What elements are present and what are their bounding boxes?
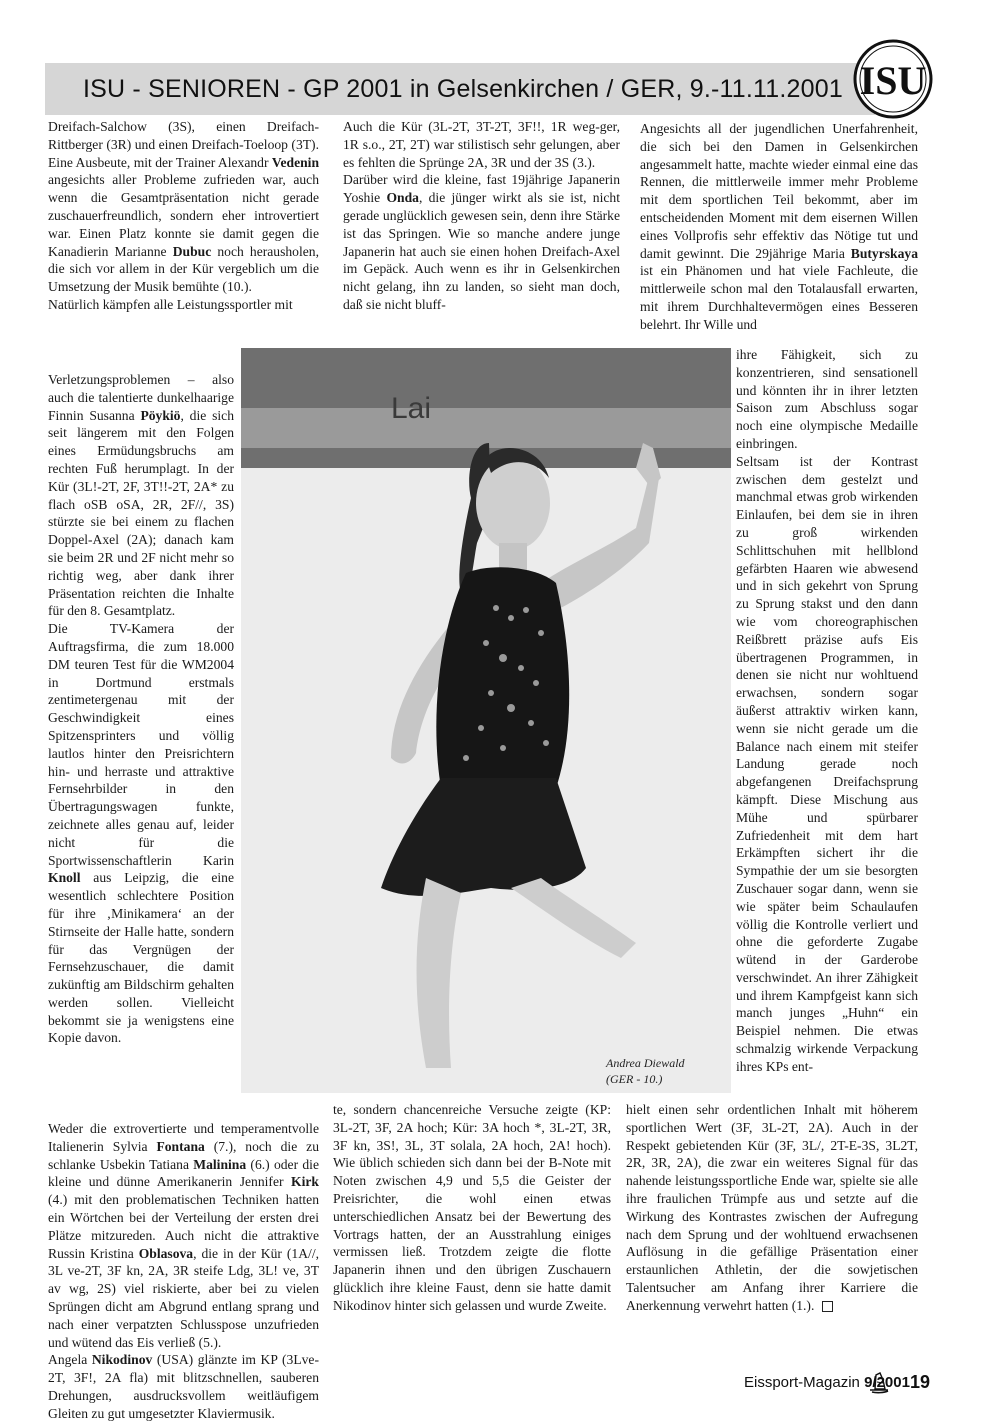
text-run: Dreifach-Salchow (3S), einen Dreifach-Rittberger (3R) und einen Dreifach-Toeloop (3T). Eine Ausbeute, mit der Trainer Alexandr — [48, 119, 319, 170]
name-highlight: Nikodinov — [91, 1352, 153, 1368]
name-highlight: Fontana — [156, 1138, 205, 1154]
header-band — [45, 63, 875, 115]
text-run: angesichts aller Probleme zufrieden war, auch wenn die Gesamtpräsentation nicht gerade zuschauerfreundlich, sondern eher introvertiert war. Einen Platz konnte sie damit gegen die Kanadierin Marianne — [48, 172, 319, 259]
column-2-top — [343, 118, 620, 314]
paragraph — [736, 346, 918, 453]
name-highlight: Butyrskaya — [850, 245, 918, 261]
paragraph — [48, 620, 234, 1047]
paragraph-lead: Natürlich kämpfen alle Leistungssportler mit — [48, 296, 293, 312]
isu-logo — [852, 38, 934, 120]
paragraph — [626, 1101, 918, 1315]
skate-icon — [866, 1370, 892, 1396]
text-run: noch herausholen, die sich vor allem in der Kür vergeblich um die Umsetzung der Musik bemühte (10.). — [48, 243, 319, 295]
caption-name: Andrea Diewald — [606, 1056, 685, 1070]
photo-caption — [606, 1055, 726, 1087]
text-run: aus Leipzig, die eine wesentlich schlechtere Position für ihre ‚Minikamera‘ an der Stirnseite der Halle hatte, sondern für das Vergnügen der Fernsehzuschauer, die damit zukünftig am Bildschirm gehalten werden sollen. Vielleicht bekommt sie ja wenigstens eine Kopie davon. — [48, 870, 234, 1046]
paragraph — [343, 118, 620, 171]
text-run: (4.) mit den problematischen Techniken hatten ein Wörtchen bei der Verteilung der ersten drei Plätze mitzureden. Auch nicht die attraktive Russin Kristina — [48, 1192, 319, 1261]
issue-number: 9/2001 — [864, 1374, 910, 1391]
text-run: te, sondern chancenreiche Versuche zeigte (KP: 3L-2T, 3F, 2A hoch; Kür: 3A hoch *, 3L-2T, 3R, 3F kn, 3S!, 3L, 3T solala, 2A hoch, 2A! hoch). Wie üblich schieden sich dann bei der B-Note mit Noten zwischen 4,9 und 5,5 die Geister der Preisrichter, die wohl einen etwas unterschiedlichen Ansatz bei der Bewertung des Vortrags hatten, der an Ausstrahlung einiges vermissen ließ. Trotzdem zeigte die flotte Japanerin ihnen und den übrigen Zuschauern glücklich ihre kleine Faust, denn sie hatte damit Nikodinov hinter sich gelassen und wurde Zweite. — [333, 1102, 611, 1313]
column-1-top — [48, 118, 319, 314]
caption-info: (GER - 10.) — [606, 1072, 663, 1086]
text-run: Seltsam ist der Kontrast zwischen dem gestelzt und manchmal etwas grob wirkenden Einlaufen, bei dem sie in ihren zu groß wirkenden Schlittschuhen mit hellblond gefärbten Haaren wie abwesend und in sich gekehrt von Sprung zu Sprung stakst und den dann wie vom choreographischen Reißbrett präzise aufs Eis übertragenen Programmen, in denen sie nicht nur wohltuend erwachsen, sondern sogar äußerst attraktiv wirken kann, wenn sie nicht gerade um die Balance nach einem mit steifer Landung gerade noch abgefangenen Dreifachsprung kämpft. Diese Mischung aus Mühe und spürbarer Zufriedenheit mit dem hart Erkämpften sichert ihr die Sympathie der um sie besorgten Zuschauer sogar dann, wenn sie wie später beim Schaulaufen völlig die Kontrolle verliert und ohne die geforderte Zugabe wütend in der Garderobe verschwindet. An ihrer Zähigkeit und ihrem Kampfgeist kann sich manch junges „Huhn“ ein Beispiel nehmen. Die etwas schmalzig wirkende Verpackung ihres KPs ent- — [736, 453, 918, 1074]
text-run: , die sich seit längerem mit den Folgen eines Ermüdungsbruchs am rechten Fuß herumplagt. In der Kür (3L!-2T, 2F, 3T!!-2T, 2A* zu flach oSB oSA, 2R, 2F//, 3S) stürzte sie bei einem zu flachen Doppel-Axel (2A); danach kam sie beim 2R und 2F nicht mehr so richtig weg, aber dank ihrer Präsentation reichten die Inhalte für den 8. Gesamtplatz. — [48, 407, 234, 619]
text-run: , die in der Kür (1A//, 3L ve-2T, 3F kn, 2A, 3R steife Ldg, 3L! ve, 3T av wg, 2S) viel riskierte, aber bei zu vielen Sprüngen dicht am Abgrund entlang sprang und nach einer verpatzten Schlusspose unzufrieden und wütend das Eis verließ (5.). — [48, 1245, 319, 1350]
text-run: , die jünger wirkt als sie ist, nicht gerade unglücklich gewesen sein, denn ihre Stärke ist das Springen. Wie so manche andere junge Japanerin hat auch sie einen hohen Dreifach-Axel im Gepäck. Auch wenn es ihr in Gelsenkirchen nicht gelang, ihn zu landen, so sieht man doch, daß sie nicht bluff- — [343, 190, 620, 312]
name-highlight: Oblasova — [138, 1245, 194, 1261]
name-highlight: Malinina — [193, 1156, 247, 1172]
text-run: Verletzungsproblemen – also auch die talentierte dunkelhaarige Finnin Susanna — [48, 372, 234, 423]
column-3-top — [640, 120, 918, 334]
text-run: Angesichts all der jugendlichen Unerfahrenheit, die sich bei den Damen in Gelsenkirchen angesammelt hatte, machte wieder einmal eine das Rennen, die mittlerweile immer mehr Probleme mit dem sportlichen Teil bekommt, aber im entscheidenden Moment mit dem eisernen Willen eines Vollprofis sehr effektiv das Nötige tut und damit gewinnt. Die 29jährige Maria — [640, 121, 918, 261]
text-run: hielt einen sehr ordentlichen Inhalt mit höherem sportlichen Wert (3F, 3L-2T, 2A). Auch in der Respekt gebietenden Kür (3F, 3L/, 2T-E-3S, 3L2T, 2R, 3R, 2A), die zwar ein weiteres Signal für das nahende leistungssportliche Ende war, spielte sie alle ihre fraulichen Trümpfe aus und setzte auf die Wirkung des Kontrastes zwischen der Aufregung nach dem Sprung und der wohltuend erwachsenen Auflösung in die gefällige Präsentation einer erstaunlichen Athletin, der die sowjetischen Talentsucher am Anfang ihrer Karriere die Anerkennung verwehrt hatten (1.). — [626, 1102, 918, 1313]
text-run: ist ein Phänomen und hat viele Fachleute, die mittlerweile schon mal den Totalausfall erwarten, mit ihrem Durchhaltevermögen eines Besseren belehrt. Ihr Wille und — [640, 263, 918, 332]
name-highlight: Onda — [386, 190, 419, 206]
text-run: (7.), noch die zu schlanke Usbekin Tatiana — [48, 1138, 319, 1172]
text-run: Angela — [48, 1352, 92, 1368]
text-run: Auch die Kür (3L-2T, 3T-2T, 3F!!, 1R weg-ger, 1R s.o., 2T, 2T) war stilistisch sehr gelungen, aber es fehlten die Sprünge 2A, 3R und der 3S (3.). — [343, 119, 620, 170]
name-highlight: Knoll — [48, 870, 81, 886]
text-run: Die TV-Kamera der Auftragsfirma, die zum 18.000 DM teuren Test für die WM2004 in Dortmund erstmals zentimetergenau mit der Geschwindigkeit eines Spitzensprinters und völlig lautlos hinter den Preisrichtern hin- und herraste und attraktive Fernsehrbilder in den Übertragungswagen funkte, zeichnete alles genau auf, leider nicht für die Sportwissenschaftlerin Karin — [48, 621, 234, 868]
svg-text:ISU: ISU — [859, 58, 927, 103]
text-run: (6.) oder die kleine und dünne Amerikanerin Jennifer — [48, 1156, 319, 1190]
name-highlight: Dubuc — [172, 243, 212, 259]
page-title: ISU - SENIOREN - GP 2001 in Gelsenkirchen / GER, 9.-11.11.2001 — [83, 74, 843, 103]
paragraph — [48, 118, 319, 296]
column-2-bottom — [333, 1101, 611, 1315]
name-highlight: Vedenin — [271, 154, 319, 170]
end-of-article-icon — [822, 1301, 833, 1312]
skater-illustration — [241, 348, 731, 1093]
paragraph — [333, 1101, 611, 1315]
paragraph — [48, 1120, 319, 1351]
svg-text:Lai: Lai — [391, 392, 432, 425]
text-run: (USA) glänzte im KP (3Lve-2T, 3F!, 2A fla) mit blitzschnellen, sauberen Drehungen, ausdrucksvollem weitläufigem Gleiten zu gut umgesetzter Klaviermusik. — [48, 1352, 319, 1421]
magazine-title: Eissport-Magazin — [744, 1374, 860, 1391]
column-3-wrap — [736, 346, 918, 1076]
text-run: ihre Fähigkeit, sich zu konzentrieren, sind sensationell und könnten ihr in ihrer letzten Saison zum Abschluss sogar noch eine olympische Medaille einbringen. — [736, 347, 918, 451]
paragraph — [48, 371, 234, 620]
skater-photo — [241, 348, 731, 1093]
paragraph — [640, 120, 918, 334]
paragraph — [736, 453, 918, 1076]
page-footer — [0, 1374, 1000, 1396]
column-3-bottom — [626, 1101, 918, 1315]
text-run: Darüber wird die kleine, fast 19jährige Japanerin Yoshie — [343, 172, 620, 206]
paragraph — [343, 171, 620, 313]
name-highlight: Kirk — [291, 1174, 319, 1190]
page-number: 19 — [910, 1372, 931, 1392]
text-run: Weder die extrovertierte und temperamentvolle Italienerin Sylvia — [48, 1121, 319, 1154]
name-highlight: Pöykiö — [140, 407, 181, 423]
